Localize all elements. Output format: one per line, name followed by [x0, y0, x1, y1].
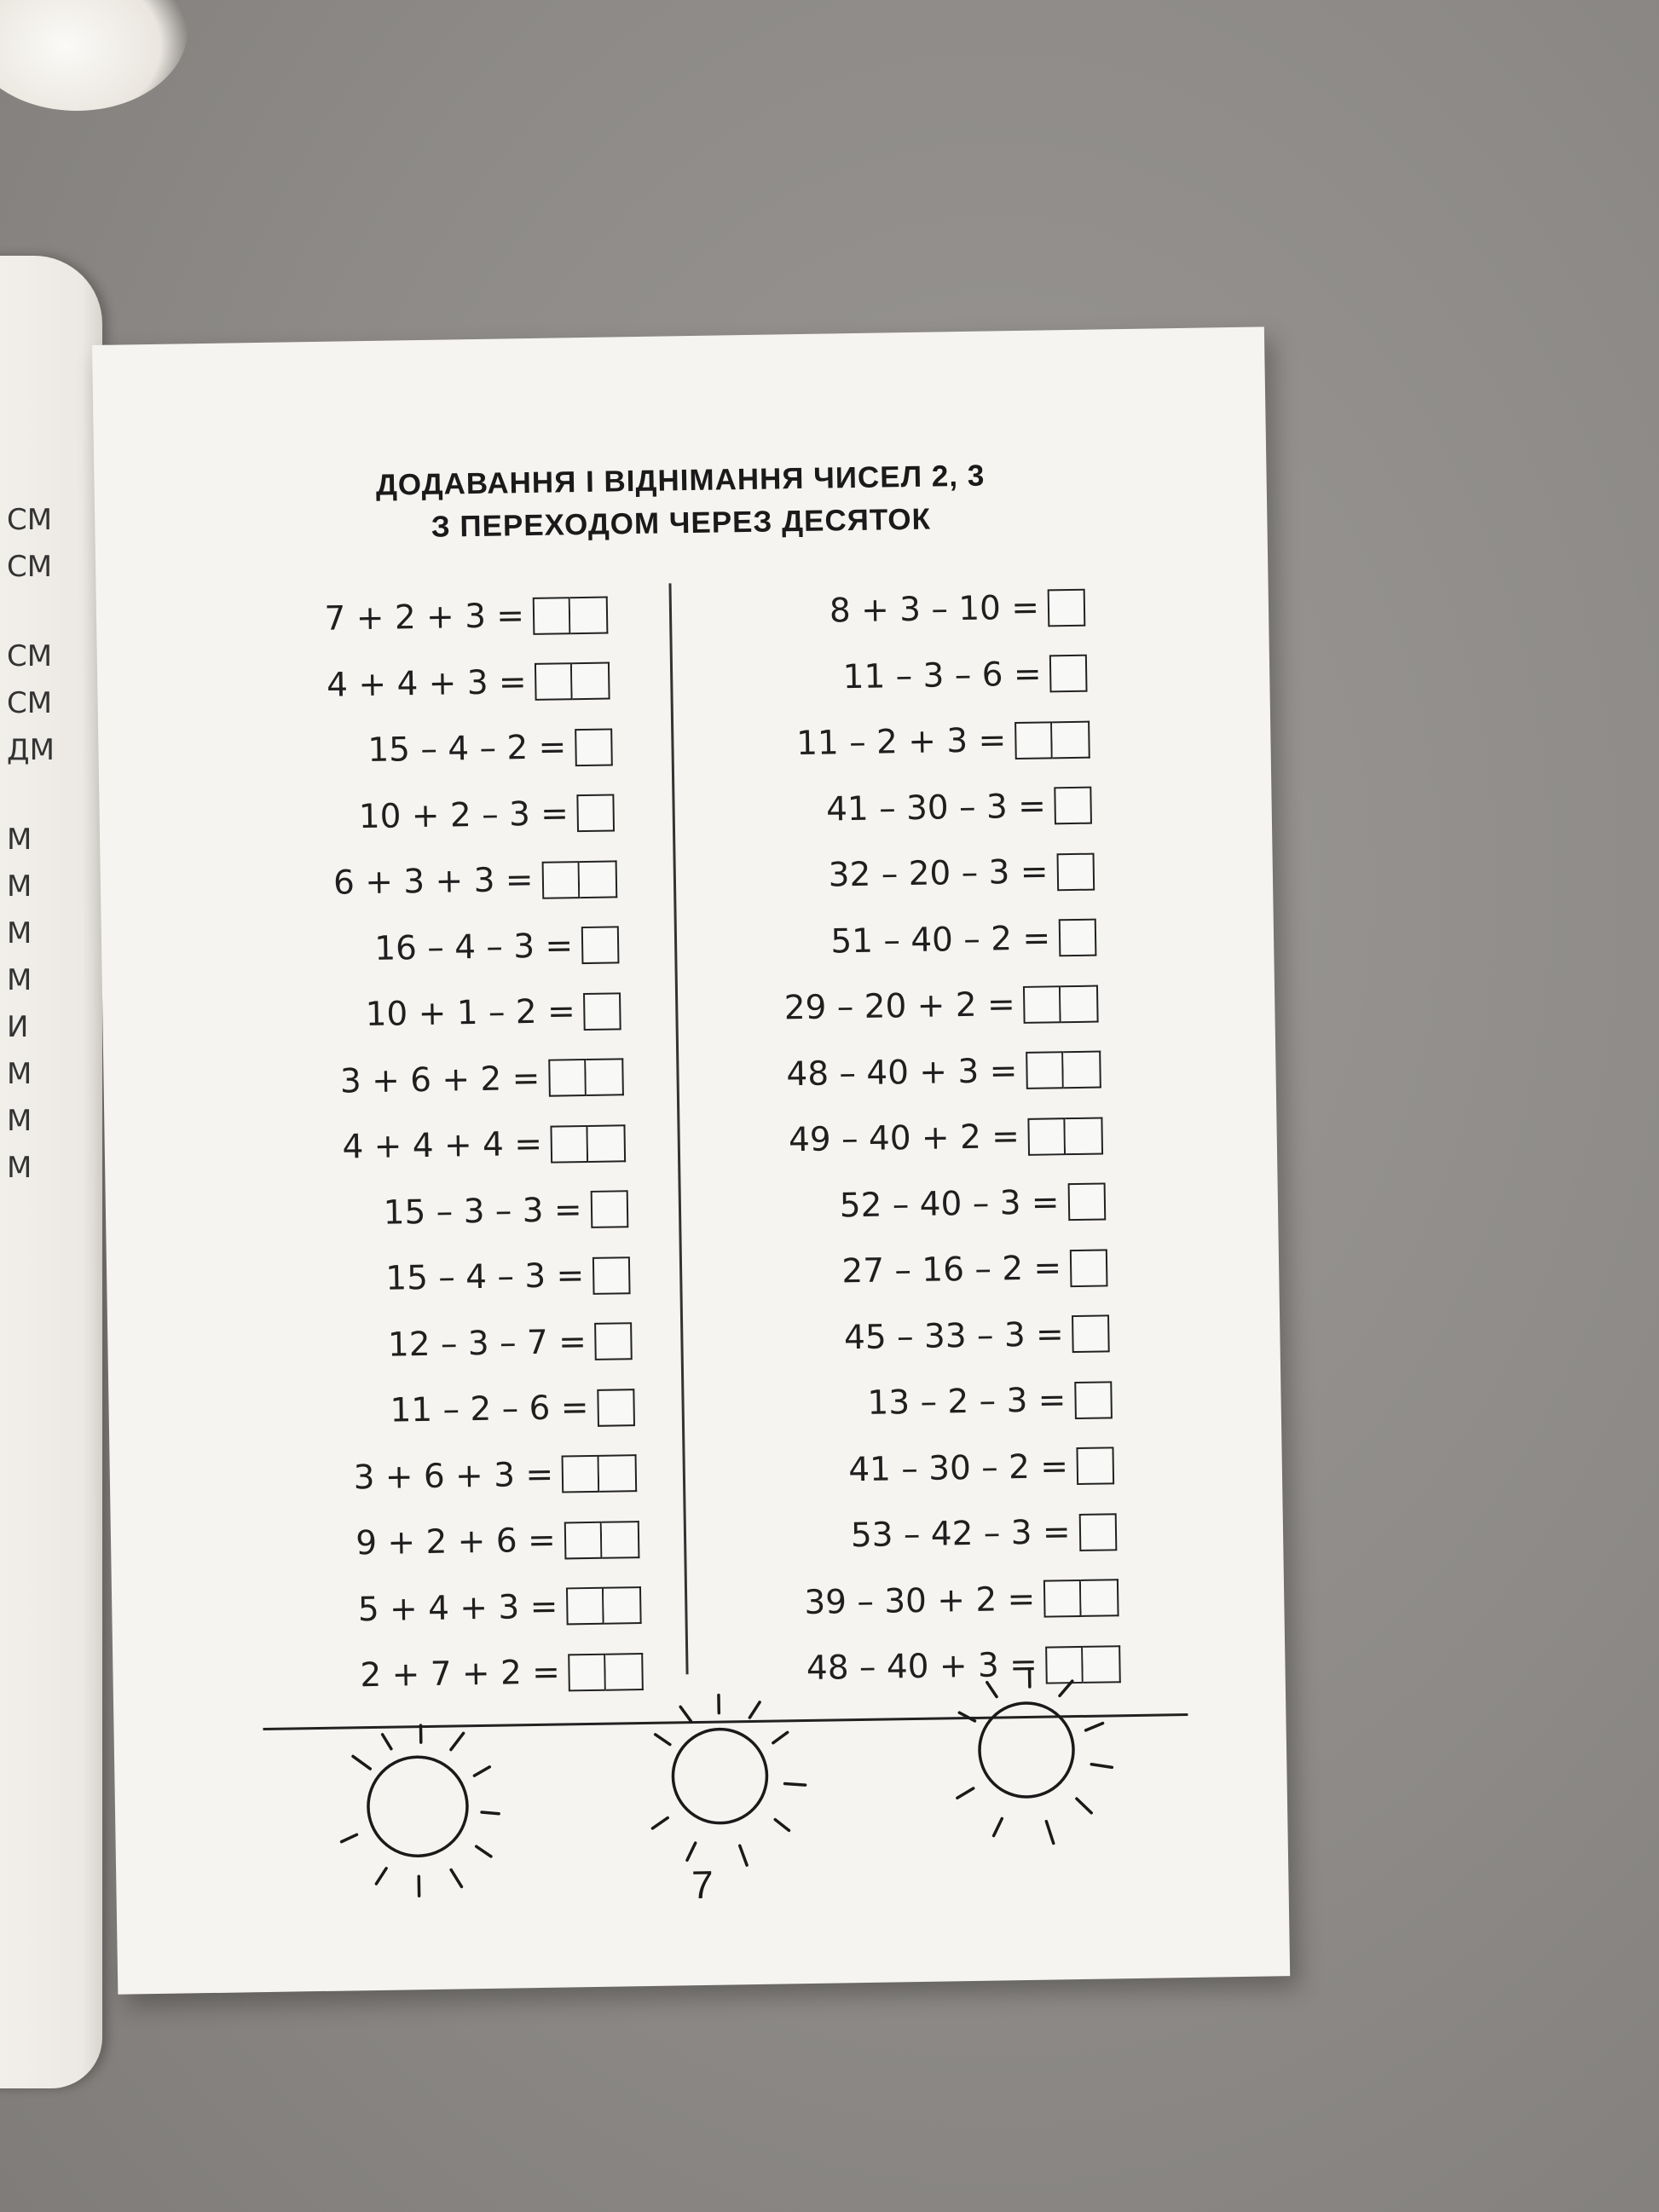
- exercise-expression: 7 + 2 + 3 =: [324, 597, 525, 639]
- left-page-unit-label: СМ: [7, 550, 53, 584]
- page-title-line2: З ПЕРЕХОДОМ ЧЕРЕЗ ДЕСЯТОК: [431, 502, 932, 544]
- exercise-expression: 5 + 4 + 3 =: [357, 1587, 558, 1630]
- left-page-unit-label: М: [7, 916, 32, 950]
- exercise-expression: 10 + 2 – 3 =: [358, 794, 569, 836]
- exercise-expression: 12 – 3 – 7 =: [387, 1322, 587, 1365]
- left-page-unit-label: М: [7, 1057, 32, 1091]
- left-page-unit-label: М: [7, 1151, 32, 1185]
- left-page: [0, 256, 102, 2088]
- exercise-expression: 4 + 4 + 4 =: [342, 1125, 543, 1167]
- exercise-expression: 39 – 30 + 2 =: [804, 1580, 1036, 1622]
- exercise-expression: 32 – 20 – 3 =: [828, 852, 1049, 895]
- exercise-expression: 4 + 4 + 3 =: [326, 662, 528, 705]
- exercise-expression: 13 – 2 – 3 =: [867, 1381, 1066, 1424]
- exercise-expression: 2 + 7 + 2 =: [360, 1653, 561, 1695]
- left-page-unit-label: И: [7, 1010, 29, 1044]
- left-page-unit-label: М: [7, 963, 32, 997]
- exercise-expression: 8 + 3 – 10 =: [829, 588, 1040, 631]
- exercise-expression: 6 + 3 + 3 =: [332, 861, 534, 903]
- exercise-expression: 53 – 42 – 3 =: [850, 1513, 1071, 1556]
- exercise-expression: 41 – 30 – 2 =: [847, 1447, 1069, 1489]
- left-page-unit-label: СМ: [7, 503, 53, 537]
- left-page-unit-label: М: [7, 823, 32, 857]
- page-number: 7: [691, 1862, 714, 1908]
- exercise-expression: 10 + 1 – 2 =: [365, 992, 576, 1035]
- exercise-expression: 9 + 2 + 6 =: [355, 1521, 557, 1563]
- left-page-unit-label: ДМ: [7, 733, 55, 767]
- exercise-expression: 41 – 30 – 3 =: [825, 787, 1047, 829]
- exercise-expression: 3 + 6 + 3 =: [353, 1455, 554, 1498]
- left-page-unit-label: СМ: [7, 639, 53, 673]
- exercise-expression: 15 – 4 – 2 =: [367, 728, 567, 771]
- exercise-expression: 11 – 2 + 3 =: [795, 721, 1007, 764]
- exercise-expression: 11 – 3 – 6 =: [842, 655, 1042, 696]
- exercise-expression: 51 – 40 – 2 =: [830, 919, 1051, 962]
- exercise-expression: 48 – 40 + 3 =: [786, 1051, 1018, 1094]
- exercise-expression: 15 – 4 – 3 =: [384, 1256, 585, 1298]
- left-page-unit-label: М: [7, 869, 32, 904]
- left-page-unit-label: М: [7, 1104, 32, 1138]
- exercise-expression: 16 – 4 – 3 =: [373, 926, 574, 968]
- sun-icon: [650, 1694, 806, 1867]
- exercise-expression: 27 – 16 – 2 =: [841, 1249, 1062, 1291]
- exercise-expression: 29 – 20 + 2 =: [783, 985, 1016, 1028]
- exercise-expression: 48 – 40 + 3 =: [806, 1646, 1038, 1689]
- exercise-expression: 3 + 6 + 2 =: [339, 1059, 540, 1101]
- exercise-expression: 49 – 40 + 2 =: [788, 1118, 1020, 1160]
- left-page-unit-label: СМ: [7, 686, 53, 720]
- page-title-line1: ДОДАВАННЯ І ВІДНІМАННЯ ЧИСЕЛ 2, 3: [375, 459, 986, 502]
- exercise-expression: 45 – 33 – 3 =: [843, 1314, 1065, 1358]
- exercise-expression: 52 – 40 – 3 =: [839, 1183, 1060, 1226]
- sun-icon: [956, 1667, 1113, 1845]
- exercise-expression: 15 – 3 – 3 =: [383, 1190, 582, 1233]
- exercise-expression: 11 – 2 – 6 =: [390, 1389, 589, 1430]
- sun-decorations: [92, 326, 1290, 1994]
- workbook-page: [92, 326, 1290, 1994]
